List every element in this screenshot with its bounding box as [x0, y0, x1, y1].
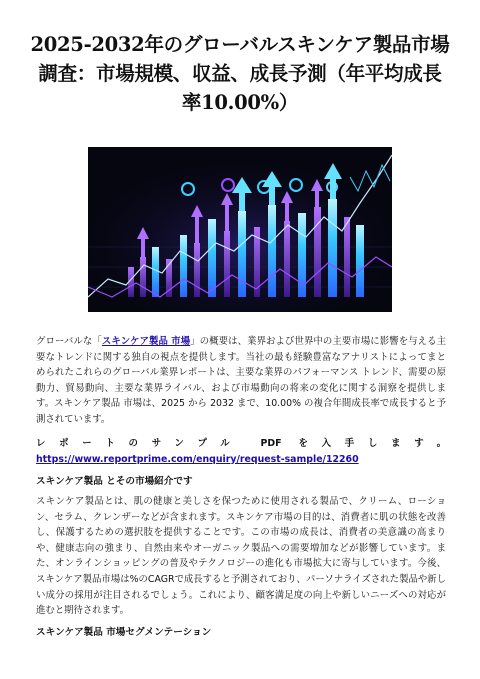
- section-intro-paragraph: スキンケア製品とは、肌の健康と美しさを保つために使用される製品で、クリーム、ローション、セラム、クレンザーなどが含まれます。スキンケア市場の目的は、消費者に肌の状態を改善し、保護するための選択肢を提供することです。この市場の成長は、消費者の美意識の高まりや、健康志向の強まり、自然由来やオーガニック製品への需要増加などが影響しています。また、オンラインショッピングの普及やテクノロジーの進化も市場拡大に寄与しています。今後、スキンケア製品市場は%のCAGRで成長すると予測されており、パーソナライズされた製品や新しい成分の採用が注目されるでしょう。これにより、顧客満足度の向上や新しいニーズへの対応が進むと期待されます。: [36, 496, 446, 617]
- sample-url-link[interactable]: https://www.reportprime.com/enquiry/request-sample/12260: [36, 453, 359, 465]
- sample-label: レポートのサンプル PDF を入手します。: [36, 438, 446, 449]
- market-link[interactable]: スキンケア製品 市場: [101, 336, 191, 347]
- document-title: 2025-2032年のグローバルスキンケア製品市場調査：市場規模、収益、成長予測（年平均成長率10.00%）: [30, 33, 450, 114]
- section-heading-segmentation: スキンケア製品 市場セグメンテーション: [36, 627, 212, 638]
- intro-text-before: グローバルな「: [36, 336, 102, 347]
- financial-growth-chart-image: [88, 147, 392, 312]
- hero-graphic: [88, 147, 392, 312]
- sample-request: [36, 436, 446, 467]
- intro-text-after: 」の概要は、業界および世界中の主要市場に影響を与える主要なトレンドに関する独自の視点を提供します。当社の最も経験豊富なアナリストによってまとめられたこれらのグローバル業界レポートは、主要な業界のパフォーマンス トレンド、需要の原動力、貿易動向、主要な業界ライバル、および市場動向の将来の変化に関する洞察を提供します。スキンケア製品 市場は、2025 から 2032 まで、10.00% の複合年間成長率で成長すると予測されています。: [36, 336, 447, 425]
- intro-paragraph: [36, 334, 446, 428]
- section-heading-intro: スキンケア製品 とその市場紹介です: [36, 476, 193, 487]
